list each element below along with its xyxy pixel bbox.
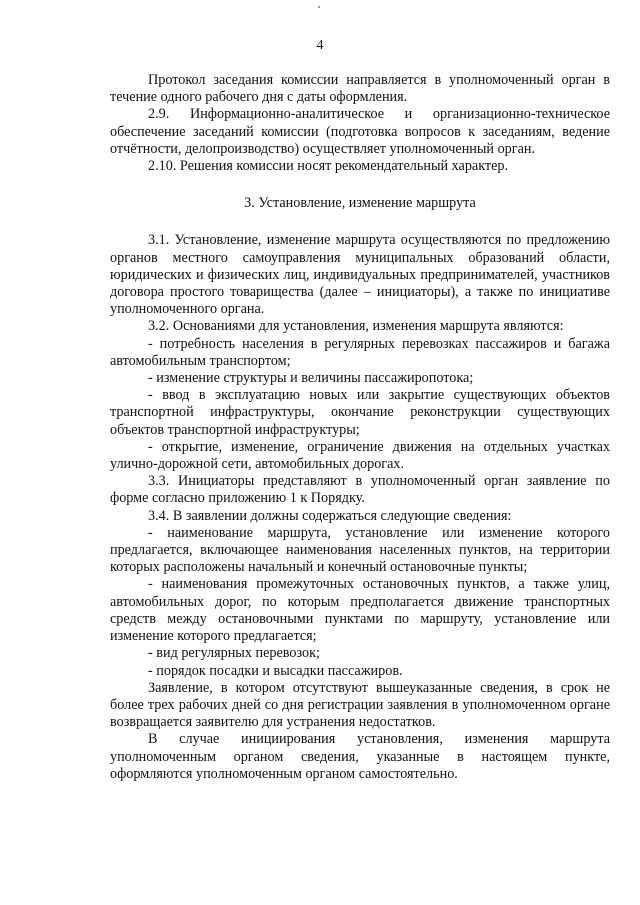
paragraph: Протокол заседания комиссии направляется в уполномоченный орган в течение одного рабочего дня с даты оформления. bbox=[110, 72, 610, 106]
list-item: - потребность населения в регулярных перевозках пассажиров и багажа автомобильным транспортом; bbox=[110, 335, 610, 369]
list-item: - наименование маршрута, установление или изменение которого предлагается, включающее наименования населенных пунктов, на территории которых расположены начальный и конечный остановочные пункты; bbox=[110, 524, 610, 576]
paragraph-3-1: 3.1. Установление, изменение маршрута осуществляются по предложению органов местного самоуправления муниципальных образований области, юридических и физических лиц, индивидуальных предпринимателей, участников договора простого товарищества (далее – инициаторы), а также по инициативе уполномоченного органа. bbox=[110, 232, 610, 318]
list-item: - открытие, изменение, ограничение движения на отдельных участках улично-дорожной сети, автомобильных дорогах. bbox=[110, 438, 610, 473]
list-item: - ввод в эксплуатацию новых или закрытие существующих объектов транспортной инфраструктуры, окончание реконструкции существующих объектов транспортной инфраструктуры; bbox=[110, 387, 610, 438]
list-item: - изменение структуры и величины пассажиропотока; bbox=[148, 370, 474, 387]
list-item: - наименования промежуточных остановочных пунктов, а также улиц, автомобильных дорог, по которым предполагается движение транспортных средств между остановочными пунктами по маршруту, установление или изменение которого предлагается; bbox=[110, 576, 610, 645]
page-number: 4 bbox=[316, 38, 324, 53]
paragraph-3-2: 3.2. Основаниями для установления, изменения маршрута являются: bbox=[148, 318, 564, 335]
paragraph-3-4: 3.4. В заявлении должны содержаться следующие сведения: bbox=[148, 507, 512, 524]
list-item: - порядок посадки и высадки пассажиров. bbox=[148, 662, 403, 679]
scan-speck bbox=[318, 6, 320, 8]
section-heading: 3. Установление, изменение маршрута bbox=[244, 195, 476, 212]
paragraph: Заявление, в котором отсутствуют вышеуказанные сведения, в срок не более трех рабочих дней со дня регистрации заявления в уполномоченном органе возвращается заявителю для устранения недостатков. bbox=[110, 679, 610, 731]
document-body bbox=[110, 72, 610, 783]
paragraph-2-10: 2.10. Решения комиссии носят рекомендательный характер. bbox=[148, 158, 509, 175]
paragraph-3-3: 3.3. Инициаторы представляют в уполномоченный орган заявление по форме согласно приложению 1 к Порядку. bbox=[110, 473, 610, 507]
paragraph-2-9: 2.9. Информационно-аналитическое и организационно-техническое обеспечение заседаний комиссии (подготовка вопросов к заседаниям, ведение отчётности, делопроизводство) осуществляет уполномоченный орган. bbox=[110, 106, 610, 157]
paragraph: В случае инициирования установления, изменения маршрута уполномоченным органом сведения, указанные в настоящем пункте, оформляются уполномоченным органом самостоятельно. bbox=[110, 731, 610, 782]
list-item: - вид регулярных перевозок; bbox=[148, 645, 320, 662]
